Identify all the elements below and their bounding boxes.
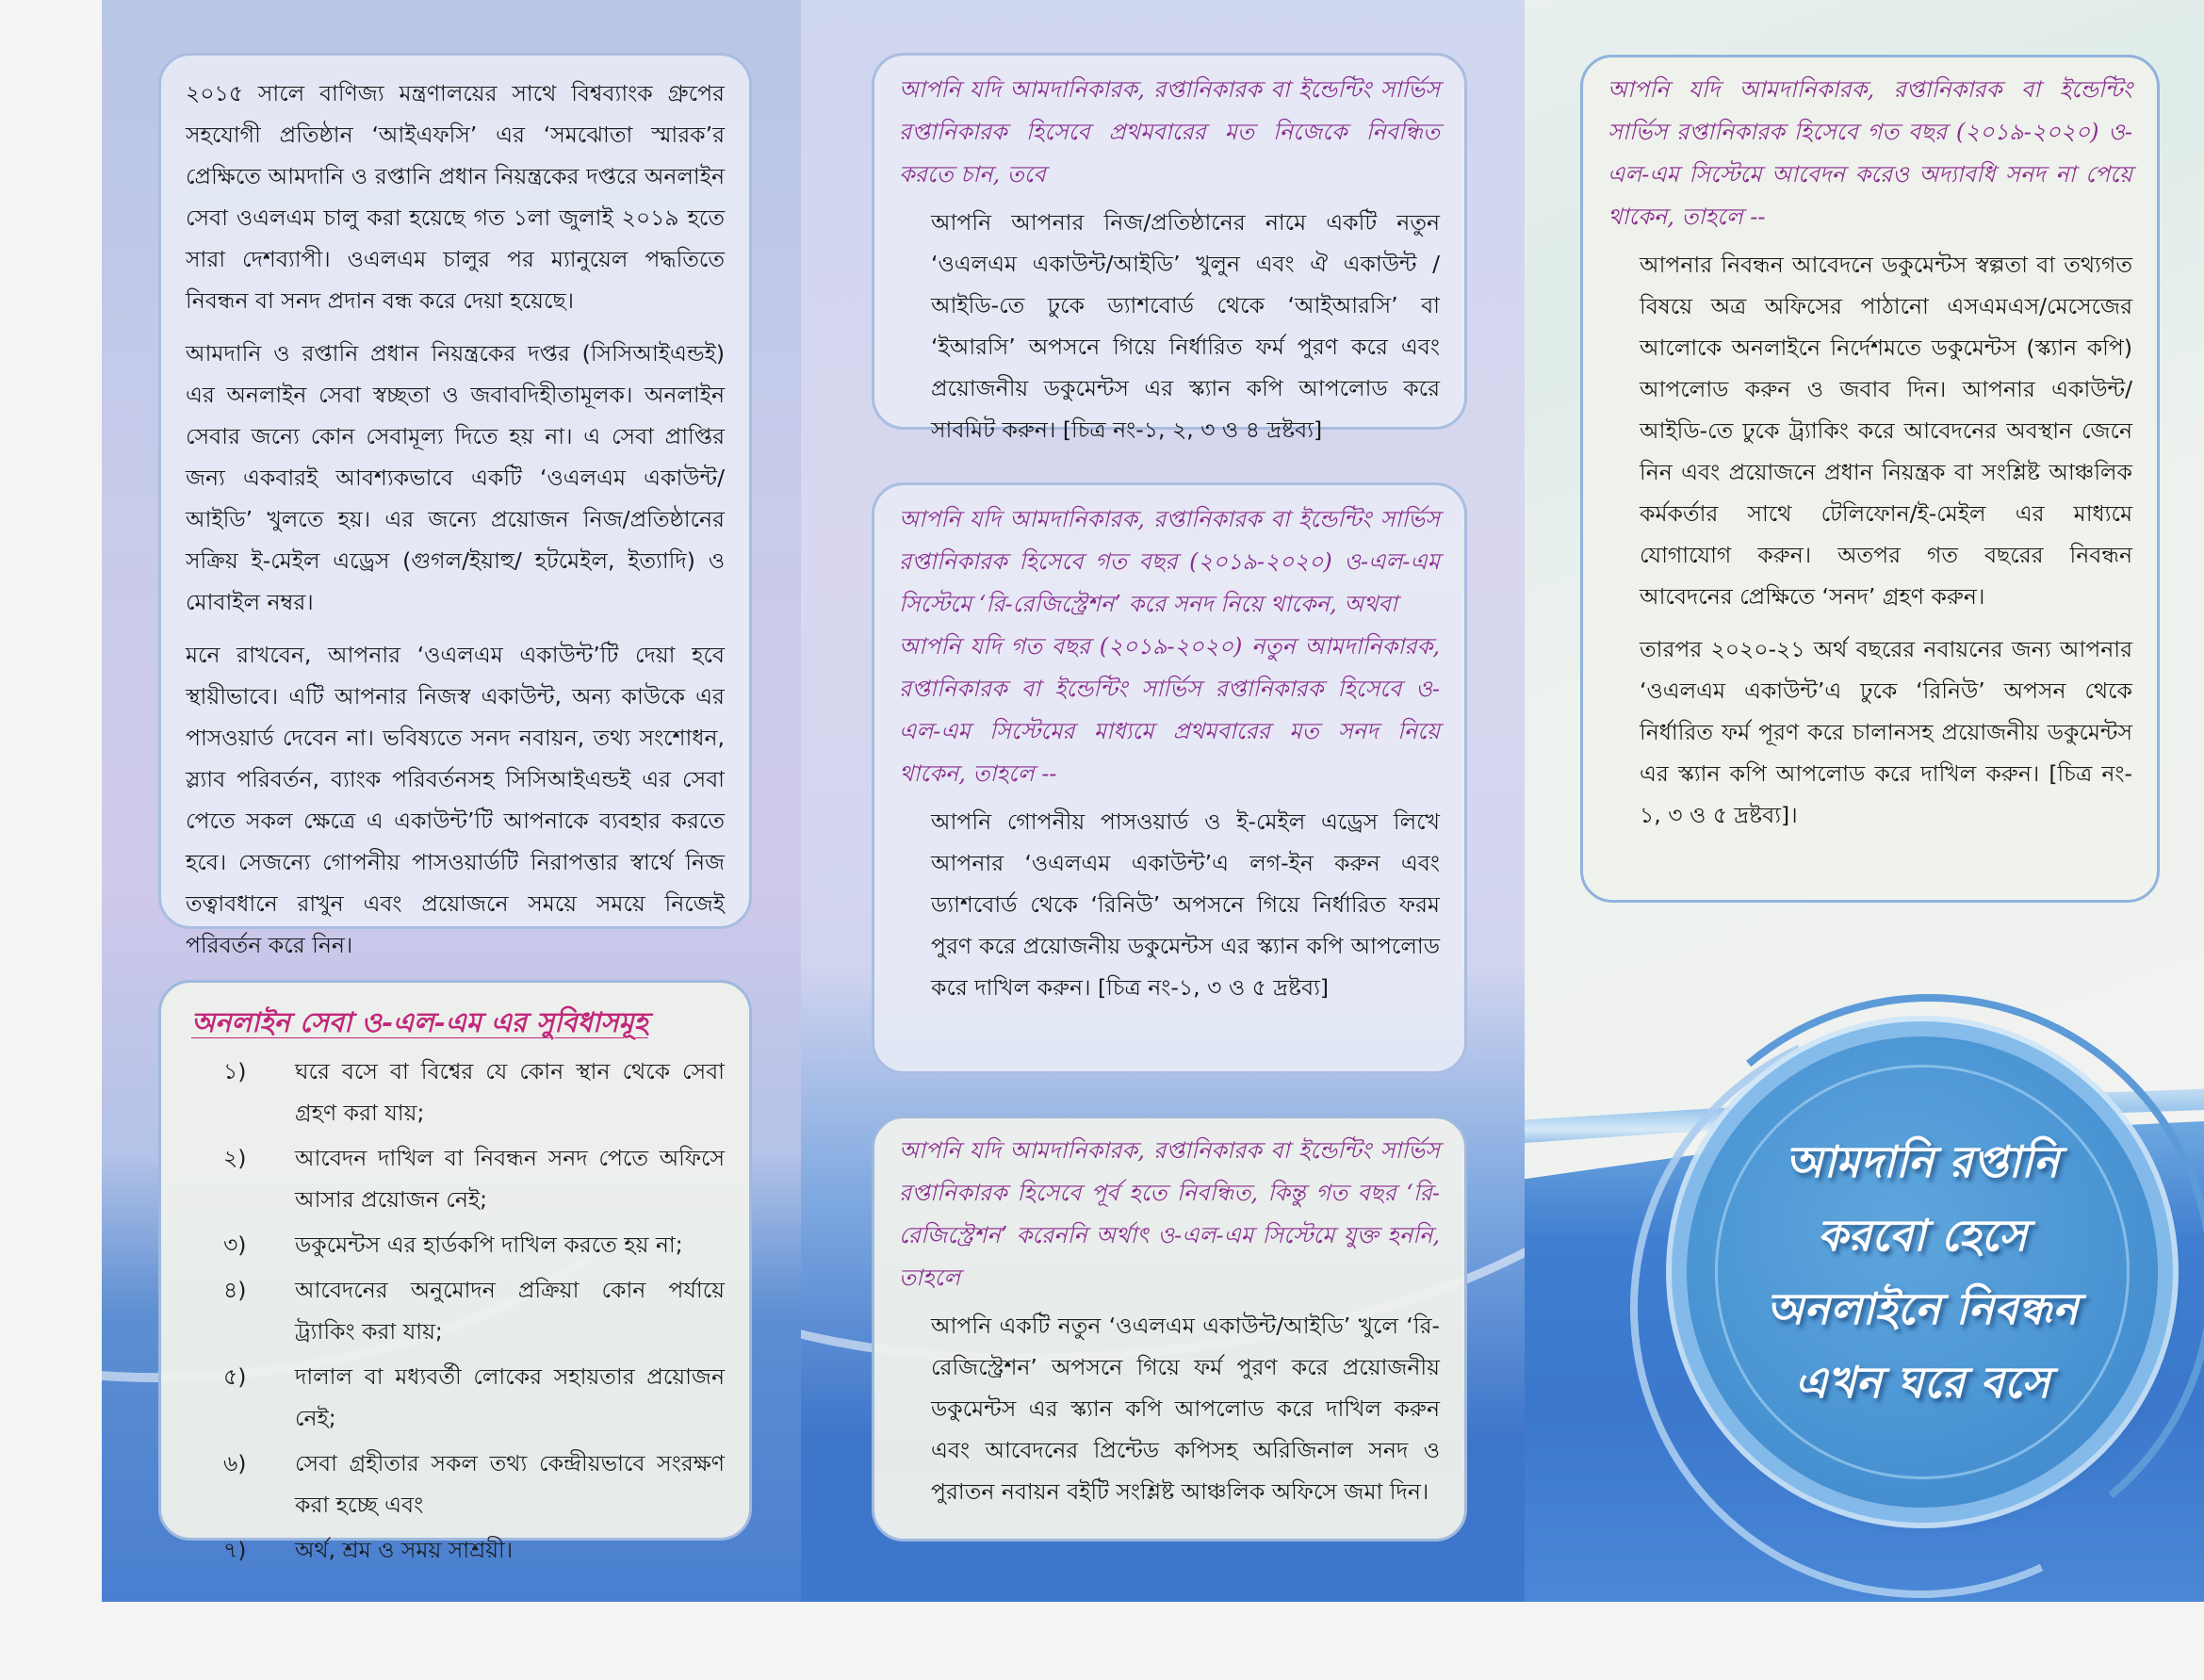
- reregistration-body: আপনি একটি নতুন ‘ওএলএম একাউন্ট/আইডি’ খুলে ‘রি-রেজিস্ট্রেশন’ অপসনে গিয়ে ফর্ম পুরণ করে প্রয়োজনীয় ডকুমেন্টস এর স্ক্যান কপি আপলোড করে দাখিল করুন এবং আবেদনের প্রিন্টেড কপিসহ অরিজিনাল সনদ ও পুরাতন নবায়ন বইটি সংশ্লিষ্ট আঞ্চলিক অফিসে জমা দিন।: [931, 1313, 1440, 1505]
- benefit-text: আবেদনের অনুমোদন প্রক্রিয়া কোন পর্যায়ে ট্র্যাকিং করা যায়;: [295, 1277, 725, 1345]
- slogan-badge-inner: [1715, 1065, 2130, 1479]
- renewal-heading-1: আপনি যদি আমদানিকারক, রপ্তানিকারক বা ইন্ডেন্টিং সার্ভিস রপ্তানিকারক হিসেবে গত বছর (২০১৯-২০২০) ও-এল-এম সিস্টেমে ‘রি-রেজিস্ট্রেশন’ করে সনদ নিয়ে থাকেন, অথবা: [899, 506, 1440, 617]
- benefit-number: ৫): [223, 1363, 247, 1390]
- pending-certificate-heading: আপনি যদি আমদানিকারক, রপ্তানিকারক বা ইন্ডেন্টিং সার্ভিস রপ্তানিকারক হিসেবে গত বছর (২০১৯-২০২০) ও-এল-এম সিস্টেমে আবেদন করেও অদ্যাবধি সনদ না পেয়ে থাকেন, তাহলে --: [1608, 76, 2132, 230]
- intro-paragraph-1: ২০১৫ সালে বাণিজ্য মন্ত্রণালয়ের সাথে বিশ্বব্যাংক গ্রুপের সহযোগী প্রতিষ্ঠান ‘আইএফসি’ এর ‘সমঝোতা স্মারক’র প্রেক্ষিতে আমদানি ও রপ্তানি প্রধান নিয়ন্ত্রকের দপ্তরে অনলাইন সেবা ওএলএম চালু করা হয়েছে গত ১লা জুলাই ২০১৯ হতে সারা দেশব্যাপী। ওএলএম চালুর পর ম্যানুয়েল পদ্ধতিতে নিবন্ধন বা সনদ প্রদান বন্ধ করে দেয়া হয়েছে।: [186, 80, 725, 314]
- intro-paragraph-2: আমদানি ও রপ্তানি প্রধান নিয়ন্ত্রকের দপ্তর (সিসিআইএন্ডই) এর অনলাইন সেবা স্বচ্ছতা ও জবাবদিহীতামূলক। অনলাইন সেবার জন্যে কোন সেবামূল্য দিতে হয় না। এ সেবা প্রাপ্তির জন্য একবারই আবশ্যকভাবে একটি ‘ওএলএম একাউন্ট/ আইডি’ খুলতে হয়। এর জন্যে প্রয়োজন নিজ/প্রতিষ্ঠানের সক্রিয় ই-মেইল এড্রেস (গুগল/ইয়াহু/ হটমেইল, ইত্যাদি) ও মোবাইল নম্বর।: [186, 340, 725, 615]
- benefit-item: [186, 1137, 725, 1220]
- intro-paragraph-3: মনে রাখবেন, আপনার ‘ওএলএম একাউন্ট’টি দেয়া হবে স্থায়ীভাবে। এটি আপনার নিজস্ব একাউন্ট, অন্য কাউকে এর পাসওয়ার্ড দেবেন না। ভবিষ্যতে সনদ নবায়ন, তথ্য সংশোধন, স্ল্যাব পরিবর্তন, ব্যাংক পরিবর্তনসহ সিসিআইএন্ডই এর সেবা পেতে সকল ক্ষেত্রে এ একাউন্ট’টি আপনাকে ব্যবহার করতে হবে। সেজন্যে গোপনীয় পাসওয়ার্ডটি নিরাপত্তার স্বার্থে নিজ তত্বাবধানে রাখুন এবং প্রয়োজনে সময়ে সময়ে নিজেই পরিবর্তন করে নিন।: [186, 642, 725, 958]
- benefits-list: [186, 1051, 725, 1571]
- benefits-title: অনলাইন সেবা ও-এল-এম এর সুবিধাসমূহ: [191, 1006, 648, 1038]
- benefit-text: আবেদন দাখিল বা নিবন্ধন সনদ পেতে অফিসে আসার প্রয়োজন নেই;: [295, 1145, 725, 1213]
- pending-certificate-paragraph-1: আপনার নিবন্ধন আবেদনে ডকুমেন্টস স্বল্পতা বা তথ্যগত বিষয়ে অত্র অফিসের পাঠানো এসএমএস/মেসেজের আলোকে অনলাইনে নির্দেশমতে ডকুমেন্টস (স্ক্যান কপি) আপলোড করুন ও জবাব দিন। আপনার একাউন্ট/ আইডি-তে ঢুকে ট্র্যাকিং করে আবেদনের অবস্থান জেনে নিন এবং প্রয়োজনে প্রধান নিয়ন্ত্রক বা সংশ্লিষ্ট আঞ্চলিক কর্মকর্তার সাথে টেলিফোন/ই-মেইল এর মাধ্যমে যোগাযোগ করুন। অতপর গত বছরের নিবন্ধন আবেদনের প্রেক্ষিতে ‘সনদ’ গ্রহণ করুন।: [1640, 252, 2132, 610]
- slogan-line: করবো হেসে: [1817, 1210, 2028, 1261]
- benefit-text: সেবা গ্রহীতার সকল তথ্য কেন্দ্রীয়ভাবে সংরক্ষণ করা হচ্ছে এবং: [295, 1450, 725, 1518]
- benefit-item: [186, 1529, 725, 1571]
- benefit-text: অর্থ, শ্রম ও সময় সাশ্রয়ী।: [295, 1537, 514, 1563]
- benefit-number: ৪): [223, 1277, 247, 1303]
- benefit-item: [186, 1443, 725, 1525]
- renewal-body: আপনি গোপনীয় পাসওয়ার্ড ও ই-মেইল এড্রেস লিখে আপনার ‘ওএলএম একাউন্ট’এ লগ-ইন করুন এবং ড্যাশবোর্ড থেকে ‘রিনিউ’ অপসনে গিয়ে নির্ধারিত ফরম পুরণ করে প্রয়োজনীয় ডকুমেন্টস এর স্ক্যান কপি আপলোড করে দাখিল করুন। [চিত্র নং-১, ৩ ও ৫ দ্রষ্টব্য]: [931, 808, 1440, 1001]
- slogan-line: আমদানি রপ্তানি: [1785, 1136, 2060, 1187]
- benefit-number: ২): [223, 1145, 247, 1171]
- benefit-number: ৩): [223, 1231, 247, 1258]
- reregistration-card: [872, 1116, 1467, 1541]
- renewal-card: [872, 482, 1467, 1074]
- slogan-badge: [1687, 1036, 2158, 1508]
- renewal-heading-2: আপনি যদি গত বছর (২০১৯-২০২০) নতুন আমদানিকারক, রপ্তানিকারক বা ইন্ডেন্টিং সার্ভিস রপ্তানিকারক হিসেবে ও-এল-এম সিস্টেমের মাধ্যমে প্রথমবারের মত সনদ নিয়ে থাকেন, তাহলে --: [899, 633, 1440, 787]
- benefits-card: [158, 980, 752, 1563]
- benefit-item: [186, 1051, 725, 1134]
- reregistration-heading: আপনি যদি আমদানিকারক, রপ্তানিকারক বা ইন্ডেন্টিং সার্ভিস রপ্তানিকারক হিসেবে পূর্ব হতে নিবন্ধিত, কিন্তু গত বছর ‘রি-রেজিস্ট্রেশন’ করেননি অর্থাৎ ও-এল-এম সিস্টেমে যুক্ত হননি, তাহলে: [899, 1137, 1440, 1291]
- benefit-text: ডকুমেন্টস এর হার্ডকপি দাখিল করতে হয় না;: [295, 1231, 683, 1258]
- first-registration-card: [872, 53, 1467, 443]
- pending-certificate-paragraph-2: তারপর ২০২০-২১ অর্থ বছরের নবায়নের জন্য আপনার ‘ওএলএম একাউন্ট’এ ঢুকে ‘রিনিউ’ অপসন থেকে নির্ধারিত ফর্ম পূরণ করে চালানসহ প্রয়োজনীয় ডকুমেন্টস এর স্ক্যান কপি আপলোড করে দাখিল করুন। [চিত্র নং- ১, ৩ ও ৫ দ্রষ্টব্য]।: [1640, 636, 2132, 828]
- benefit-number: ৬): [223, 1450, 247, 1476]
- pending-certificate-card: [1580, 55, 2160, 903]
- benefit-number: ১): [223, 1058, 247, 1085]
- first-registration-body: আপনি আপনার নিজ/প্রতিষ্ঠানের নামে একটি নতুন ‘ওএলএম একাউন্ট/আইডি’ খুলুন এবং ঐ একাউন্ট / আইডি-তে ঢুকে ড্যাশবোর্ড থেকে ‘আইআরসি’ বা ‘ইআরসি’ অপসনে গিয়ে নির্ধারিত ফর্ম পুরণ করে এবং প্রয়োজনীয় ডকুমেন্টস এর স্ক্যান কপি আপলোড করে সাবমিট করুন। [চিত্র নং-১, ২, ৩ ও ৪ দ্রষ্টব্য]: [931, 209, 1440, 443]
- slogan-line: এখন ঘরে বসে: [1794, 1357, 2050, 1408]
- benefit-item: [186, 1224, 725, 1265]
- first-registration-heading: আপনি যদি আমদানিকারক, রপ্তানিকারক বা ইন্ডেন্টিং সার্ভিস রপ্তানিকারক হিসেবে প্রথমবারের মত নিজেকে নিবন্ধিত করতে চান, তবে: [899, 76, 1440, 188]
- benefit-text: ঘরে বসে বা বিশ্বের যে কোন স্থান থেকে সেবা গ্রহণ করা যায়;: [295, 1058, 725, 1126]
- benefit-item: [186, 1269, 725, 1352]
- benefit-item: [186, 1356, 725, 1439]
- intro-card: [158, 53, 752, 958]
- slogan-line: অনলাইনে নিবন্ধন: [1766, 1283, 2079, 1334]
- benefit-text: দালাল বা মধ্যবর্তী লোকের সহায়তার প্রয়োজন নেই;: [295, 1363, 725, 1431]
- benefit-number: ৭): [223, 1537, 247, 1563]
